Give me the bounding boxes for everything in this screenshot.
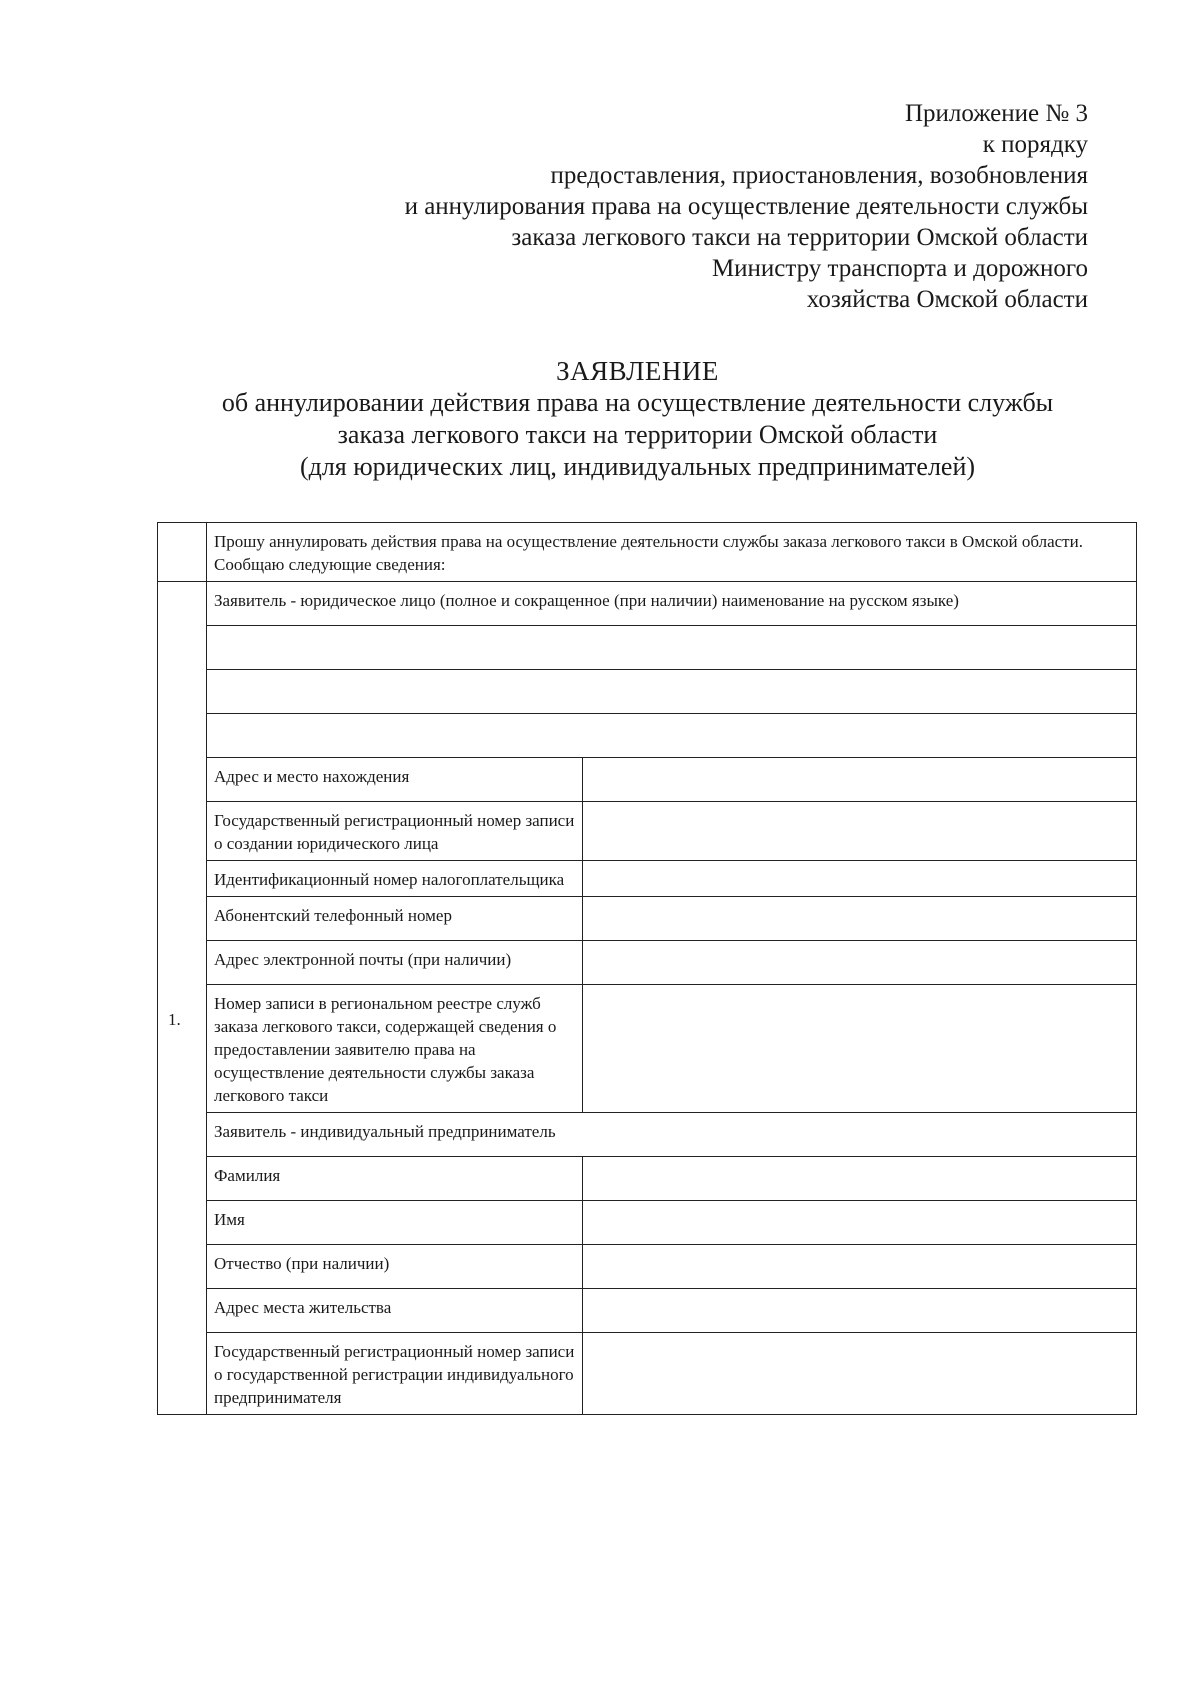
appendix-header [188,98,1088,315]
form-row [158,1289,1137,1333]
legal-entity-name-input-1[interactable] [207,626,1137,670]
form-row [158,861,1137,897]
title-line: (для юридических лиц, индивидуальных предпринимателей) [299,452,976,481]
intro-row [158,523,1137,582]
field-value-surname[interactable] [583,1157,1137,1201]
legal-entity-name-line-1 [158,626,1137,670]
field-value-inn[interactable] [583,861,1137,897]
field-value-ogrn[interactable] [583,802,1137,861]
title-line: заказа легкового такси на территории Омской области [337,420,938,449]
form-row [158,758,1137,802]
form-row [158,1333,1137,1415]
field-label-patronymic: Отчество (при наличии) [207,1245,583,1289]
header-line: Министру транспорта и дорожного [711,255,1088,282]
header-line: к порядку [982,131,1088,158]
field-label-email: Адрес электронной почты (при наличии) [207,941,583,985]
entrepreneur-header-row [158,1113,1137,1157]
field-value-patronymic[interactable] [583,1245,1137,1289]
field-label-ogrn: Государственный регистрационный номер записи о создании юридического лица [207,802,583,861]
field-label-name: Имя [207,1201,583,1245]
form-row [158,1157,1137,1201]
application-form-table [157,522,1137,1415]
header-line: хозяйства Омской области [806,286,1088,313]
header-line: и аннулирования права на осуществление деятельности службы [404,193,1088,220]
legal-entity-header: Заявитель - юридическое лицо (полное и сокращенное (при наличии) наименование на русском языке) [207,582,1137,626]
field-value-phone[interactable] [583,897,1137,941]
field-label-residence: Адрес места жительства [207,1289,583,1333]
intro-text: Прошу аннулировать действия права на осуществление деятельности службы заказа легкового такси в Омской области. Сообщаю следующие сведения: [207,523,1137,582]
section-number: 1. [168,1009,181,1029]
legal-entity-header-row [158,582,1137,626]
field-label-surname: Фамилия [207,1157,583,1201]
header-line: Приложение № 3 [904,100,1088,127]
legal-entity-name-line-2 [158,670,1137,714]
form-row [158,1201,1137,1245]
field-label-ogrnip: Государственный регистрационный номер записи о государственной регистрации индивидуального предпринимателя [207,1333,583,1415]
title-line: об аннулировании действия права на осуществление деятельности службы [221,388,1054,417]
number-cell [158,523,207,582]
legal-entity-name-input-3[interactable] [207,714,1137,758]
header-line: заказа легкового такси на территории Омской области [511,224,1088,251]
form-row [158,985,1137,1113]
document-title [140,355,1135,483]
form-row [158,897,1137,941]
field-value-ogrnip[interactable] [583,1333,1137,1415]
field-label-phone: Абонентский телефонный номер [207,897,583,941]
field-value-residence[interactable] [583,1289,1137,1333]
form-row [158,941,1137,985]
entrepreneur-header: Заявитель - индивидуальный предприниматель [207,1113,1137,1157]
header-line: предоставления, приостановления, возобновления [550,162,1088,189]
field-value-name[interactable] [583,1201,1137,1245]
field-label-inn: Идентификационный номер налогоплательщика [207,861,583,897]
legal-entity-name-line-3 [158,714,1137,758]
section-number-cell [158,582,207,1415]
form-row [158,1245,1137,1289]
form-row [158,802,1137,861]
title-main: ЗАЯВЛЕНИЕ [556,356,719,386]
field-value-registry-number[interactable] [583,985,1137,1113]
field-value-address[interactable] [583,758,1137,802]
legal-entity-name-input-2[interactable] [207,670,1137,714]
field-label-registry-number: Номер записи в региональном реестре служб заказа легкового такси, содержащей сведения о предоставлении заявителю права на осуществление деятельности службы заказа легкового такси [207,985,583,1113]
field-label-address: Адрес и место нахождения [207,758,583,802]
field-value-email[interactable] [583,941,1137,985]
